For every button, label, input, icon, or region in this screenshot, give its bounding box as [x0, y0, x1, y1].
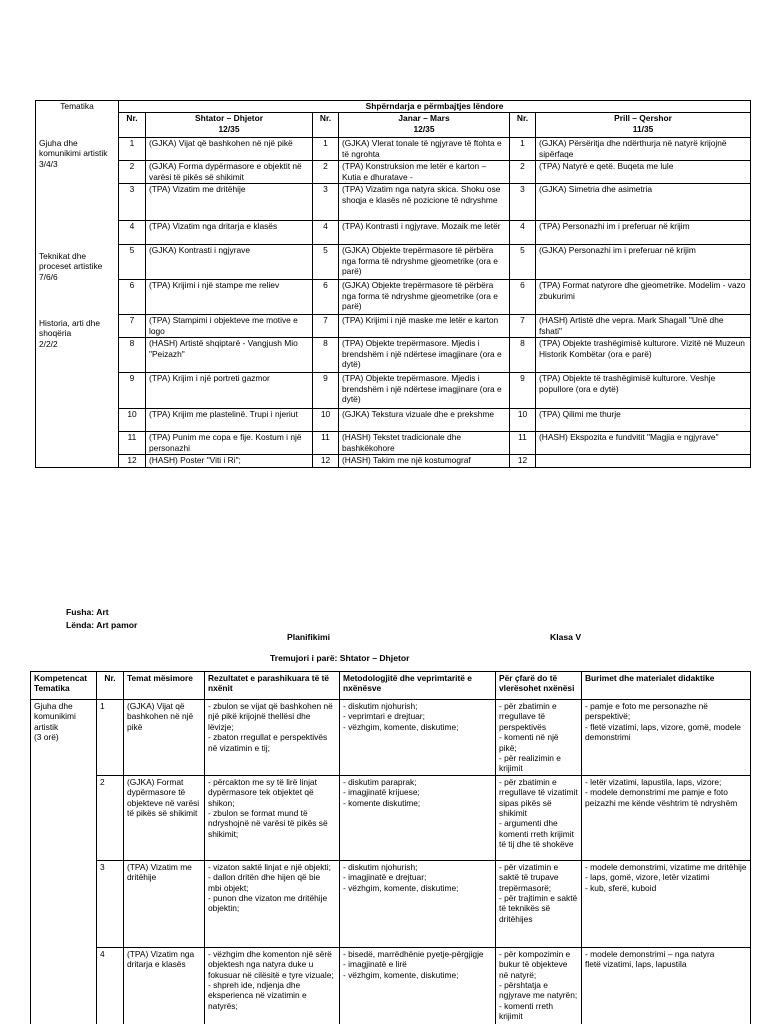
assessment-item: - për vizatimin e saktë të trupave trepërmasorë; [499, 861, 559, 893]
lesson-topic: (TPA) Stampimi i objekteve me motive e logo [146, 315, 313, 338]
expected-results-item: - vëzhgim dhe komenton një sërë objektesh nga natyra duke u fokusuar në cilësitë e tyre vizuale; [208, 948, 334, 980]
expected-results-cell [205, 947, 340, 1024]
methodologies-item: - diskutim paraprak; [343, 776, 417, 787]
methodologies-item: - vëzhgim, komente, diskutime; [343, 721, 459, 732]
lesson-number: 9 [510, 373, 536, 409]
lesson-topic: (TPA) Konstruksion me letër e karton – Kutia e dhuratave - [339, 161, 510, 184]
lesson-topic: (TPA) Kontrasti i ngjyrave. Mozaik me letër [339, 221, 510, 245]
resources-cell [582, 860, 751, 947]
resources-item: - kub, sferë, kuboid [585, 882, 657, 893]
nr-header: Nr. [510, 113, 536, 138]
nr-header: Nr. [97, 672, 124, 700]
resources-item: - modele demonstrimi – nga natyra [585, 948, 715, 959]
expected-results-cell [205, 775, 340, 860]
distribution-row [36, 373, 751, 409]
expected-results-cell [205, 700, 340, 776]
methodologies-cell [340, 947, 496, 1024]
distribution-row [36, 409, 751, 432]
lesson-number: 1 [313, 138, 339, 161]
lesson-number: 3 [97, 860, 124, 947]
lesson-number: 5 [119, 245, 146, 280]
assessment-cell [496, 947, 582, 1024]
lesson-topic [536, 455, 751, 468]
lesson-number: 5 [510, 245, 536, 280]
distribution-row [36, 221, 751, 245]
lesson-number: 11 [510, 432, 536, 455]
tematika-name: Gjuha dhe komunikimi artistik [39, 137, 108, 159]
resources-item: - modele demonstrimi me pamje e foto peizazhi me kënde vështrim të ndryshëm [585, 787, 738, 808]
lesson-topic: (TPA) Qilimi me thurje [536, 409, 751, 432]
competence-name: Gjuha dhe komunikimi artistik [34, 701, 76, 732]
topic-header: Temat mësimore [124, 672, 205, 700]
planning-title: Planifikimi [287, 632, 330, 642]
lesson-number: 1 [97, 700, 124, 776]
lesson-number: 12 [313, 455, 339, 468]
methodologies-item: - diskutim njohurish; [343, 861, 418, 872]
resources-item: - fletë vizatimi, laps, vizore, gomë, modele demonstrimi [585, 721, 741, 743]
assessment-item: - për realizimin e krijimit [499, 753, 561, 774]
lesson-topic: (TPA) Krijimi i një maske me letër e karton [339, 315, 510, 338]
tematika-hours: 2/2/2 [39, 338, 58, 349]
lesson-topic: (TPA) Krijim me plastelinë. Trupi i njeriut [146, 409, 313, 432]
expected-results-item: - zbaton rregullat e perspektivës në vizatimin e tij; [208, 732, 328, 753]
lesson-topic: (TPA) Punim me copa e fije. Kostum i një personazhi [146, 432, 313, 455]
resources-item: - letër vizatimi, lapustila, laps, vizore; [585, 776, 722, 787]
nr-header: Nr. [313, 113, 339, 138]
methodologies-cell [340, 775, 496, 860]
period-header: Janar – Mars 12/35 [339, 113, 510, 138]
subject-label: Lënda: Art pamor [66, 620, 138, 630]
methodologies-item: - vëzhgim, komente, diskutime; [343, 969, 459, 980]
assessment-item: - për zbatimin e rregullave të perspektivës [499, 701, 557, 732]
assessment-cell [496, 700, 582, 776]
methodologies-item: - imagjinatë e drejtuar; [343, 872, 427, 883]
expected-results-item: - përcakton me sy të lirë linjat dypërmasore tek objektet që shikon; [208, 776, 317, 808]
methodologies-item: - imagjinatë krijuese; [343, 787, 420, 798]
planning-table [30, 671, 751, 1024]
tematika-group [36, 137, 119, 169]
lesson-number: 6 [313, 280, 339, 315]
expected-results-cell [205, 860, 340, 947]
distribution-row [36, 138, 751, 161]
lesson-number: 10 [119, 409, 146, 432]
lesson-topic: (TPA) Krijimi i një stampe me reliev [146, 280, 313, 315]
methodologies-item: - komente diskutime; [343, 797, 421, 808]
lesson-number: 4 [313, 221, 339, 245]
lesson-number: 10 [313, 409, 339, 432]
lesson-topic: (TPA) Objekte trepërmasore. Mjedis i brendshëm i një ndërtese imagjinare (ora e dytë) [339, 338, 510, 373]
planning-row [31, 947, 751, 1024]
lesson-topic: (GJKA) Forma dypërmasore e objektit në varësi të pikës së shikimit [146, 161, 313, 184]
lesson-number: 1 [510, 138, 536, 161]
resources-item: fletë vizatimi, laps, lapustila [585, 959, 687, 970]
expected-results-item: - zbulon se vijat që bashkohen në një pikë krijojnë thellësi dhe lëvizje; [208, 701, 333, 732]
lesson-number: 8 [313, 338, 339, 373]
assessment-item: - përshtatja e ngjyrave me natyrën; [499, 980, 578, 1001]
lesson-topic: (TPA) Natyrë e qetë. Buqeta me lule [536, 161, 751, 184]
lesson-number: 2 [510, 161, 536, 184]
lesson-number: 5 [313, 245, 339, 280]
lesson-number: 9 [313, 373, 339, 409]
resources-cell [582, 947, 751, 1024]
assessment-item: - komenti rreth krijimit [499, 1000, 553, 1022]
lesson-number: 3 [313, 184, 339, 221]
resources-item: - pamje e foto me personazhe në perspektivë; [585, 701, 708, 722]
resources-item: - laps, gomë, vizore, letër vizatimi [585, 872, 710, 883]
period-header: Prill – Qershor 11/35 [536, 113, 751, 138]
planning-row [31, 860, 751, 947]
lesson-topic: (TPA) Vizatim me dritëhije [124, 860, 205, 947]
lesson-number: 9 [119, 373, 146, 409]
assessment-cell [496, 860, 582, 947]
lesson-topic: (GJKA) Simetria dhe asimetria [536, 184, 751, 221]
class-label: Klasa V [550, 632, 582, 642]
lesson-topic: (GJKA) Format dypërmasore të objekteve në varësi të pikës së shikimit [124, 775, 205, 860]
lesson-number: 12 [510, 455, 536, 468]
tematika-hours: 3/4/3 [39, 158, 58, 169]
assessment-item: - për zbatimin e rregullave të vizatimit sipas pikës së shikimit [499, 776, 578, 819]
distribution-row [36, 184, 751, 221]
lesson-number: 3 [119, 184, 146, 221]
methodologies-cell [340, 700, 496, 776]
distribution-row [36, 245, 751, 280]
assessment-header: Për çfarë do të vlerësohet nxënësi [496, 672, 582, 700]
methodologies-item: - imagjinatë e lirë [343, 959, 407, 970]
lesson-topic: (TPA) Krijim i një portreti gazmor [146, 373, 313, 409]
lesson-topic: (TPA) Vizatim nga dritarja e klasës [146, 221, 313, 245]
lesson-topic: (GJKA) Vlerat tonale të ngjyrave të ftohta e të ngrohta [339, 138, 510, 161]
term-title: Tremujori i parë: Shtator – Dhjetor [270, 653, 410, 663]
competence-cell [31, 700, 97, 1024]
lesson-topic: (GJKA) Tekstura vizuale dhe e prekshme [339, 409, 510, 432]
competence-header: Kompetencat Tematika [31, 672, 97, 700]
lesson-number: 6 [119, 280, 146, 315]
lesson-topic: (GJKA) Përsëritja dhe ndërthurja në natyrë krijojnë sipërfaqe [536, 138, 751, 161]
lesson-number: 7 [510, 315, 536, 338]
lesson-topic: (HASH) Takim me një kostumograf [339, 455, 510, 468]
lesson-number: 2 [119, 161, 146, 184]
lesson-number: 4 [97, 947, 124, 1024]
lesson-topic: (HASH) Tekstet tradicionale dhe bashkëkohore [339, 432, 510, 455]
lesson-number: 8 [119, 338, 146, 373]
assessment-item: - për trajtimin e saktë të teknikës së dritëhijes [499, 893, 578, 924]
methodologies-item: - bisedë, marrëdhënie pyetje-përgjigje [343, 948, 484, 959]
methodologies-item: - vëzhgim, komente, diskutime; [343, 882, 459, 893]
lesson-topic: (TPA) Objekte trashëgimisë kulturore. Vizitë në Muzeun Historik Kombëtar (ora e parë) [536, 338, 751, 373]
tematika-group [36, 315, 119, 349]
lesson-topic: (TPA) Objekte të trashëgimisë kulturore. Veshje popullore (ora e dytë) [536, 373, 751, 409]
lesson-topic: (GJKA) Vijat që bashkohen në një pikë [146, 138, 313, 161]
lesson-topic: (GJKA) Objekte trepërmasore të përbëra nga forma të ndryshme gjeometrike (ora e parë) [339, 280, 510, 315]
resources-header: Burimet dhe materialet didaktike [582, 672, 751, 700]
methodologies-item: - veprimtari e drejtuar; [343, 711, 425, 722]
lesson-number: 7 [119, 315, 146, 338]
lesson-topic: (TPA) Format natyrore dhe gjeometrike. Modelim - vazo zbukurimi [536, 280, 751, 315]
lesson-number: 10 [510, 409, 536, 432]
assessment-item: - për kompozimin e bukur të objekteve në natyrë; [499, 948, 571, 980]
expected-results-item: - punon dhe vizaton me dritëhije objektin; [208, 893, 328, 914]
lesson-number: 2 [97, 775, 124, 860]
tematika-name: Historia, arti dhe shoqëria [39, 317, 100, 339]
resources-cell [582, 775, 751, 860]
expected-results-item: - dallon dritën dhe hijen që bie mbi objekt; [208, 872, 321, 893]
distribution-row [36, 432, 751, 455]
expected-results-item: - shpreh ide, ndjenja dhe eksperienca në vizatimin e natyrës; [208, 980, 307, 1011]
tematika-name: Teknikat dhe proceset artistike [39, 250, 103, 272]
lesson-number: 4 [119, 221, 146, 245]
distribution-row [36, 280, 751, 315]
assessment-item: - argumenti dhe komenti rreth krijimit të tij dhe të shokëve [499, 818, 574, 850]
methodologies-item: - diskutim njohurish; [343, 701, 418, 711]
lesson-topic: (TPA) Personazhi im i preferuar në krijim [536, 221, 751, 245]
period-header: Shtator – Dhjetor 12/35 [146, 113, 313, 138]
lesson-number: 8 [510, 338, 536, 373]
expected-results-item: - vizaton saktë linjat e një objekti; [208, 861, 331, 872]
lesson-topic: (HASH) Artistë dhe vepra. Mark Shagall "Unë dhe fshati" [536, 315, 751, 338]
tematika-header: Tematika [36, 101, 119, 113]
lesson-number: 2 [313, 161, 339, 184]
lesson-topic: (HASH) Ekspozita e fundvitit "Magjia e ngjyrave" [536, 432, 751, 455]
lesson-number: 1 [119, 138, 146, 161]
lesson-number: 7 [313, 315, 339, 338]
methods-header: Metodologjitë dhe veprimtaritë e nxënësve [340, 672, 496, 700]
competence-hours: (3 orë) [34, 732, 59, 743]
distribution-row [36, 338, 751, 373]
lesson-number: 6 [510, 280, 536, 315]
assessment-item: - komenti në një pikë; [499, 732, 559, 753]
lesson-number: 12 [119, 455, 146, 468]
distribution-header: Shpërndarja e përmbajtjes lëndore [119, 101, 751, 113]
lesson-topic: (HASH) Poster "Viti i Ri"; [146, 455, 313, 468]
methodologies-cell [340, 860, 496, 947]
assessment-cell [496, 775, 582, 860]
planning-row [31, 775, 751, 860]
lesson-topic: (TPA) Vizatim nga natyra skica. Shoku ose shoqja e klasës në pozicione të ndryshme [339, 184, 510, 221]
nr-header: Nr. [119, 113, 146, 138]
planning-row [31, 700, 751, 776]
lesson-number: 11 [119, 432, 146, 455]
lesson-topic: (TPA) Vizatim nga dritarja e klasës [124, 947, 205, 1024]
lesson-topic: (TPA) Objekte trepërmasore. Mjedis i brendshëm i një ndërtese imagjinare (ora e dytë) [339, 373, 510, 409]
lesson-topic: (HASH) Artistë shqiptarë - Vangjush Mio "Peizazh" [146, 338, 313, 373]
lesson-topic: (GJKA) Kontrasti i ngjyrave [146, 245, 313, 280]
lesson-topic: (GJKA) Personazhi im i preferuar në krijim [536, 245, 751, 280]
lesson-number: 4 [510, 221, 536, 245]
tematika-group [36, 245, 119, 280]
lesson-number: 11 [313, 432, 339, 455]
resources-cell [582, 700, 751, 776]
expected-results-item: - zbulon se format mund të ndryshojnë në varësi të pikës së shikimit; [208, 808, 328, 839]
content-distribution-table [35, 100, 751, 468]
distribution-row [36, 455, 751, 468]
lesson-topic: (GJKA) Objekte trepërmasore të përbëra nga forma të ndryshme gjeometrike (ora e parë) [339, 245, 510, 280]
field-label: Fusha: Art [66, 607, 109, 617]
distribution-row [36, 161, 751, 184]
lesson-number: 3 [510, 184, 536, 221]
tematika-hours: 7/6/6 [39, 271, 58, 282]
lesson-topic: (GJKA) Vijat që bashkohen në një pikë [124, 700, 205, 776]
lesson-topic: (TPA) Vizatim me dritëhije [146, 184, 313, 221]
results-header: Rezultatet e parashikuara të të nxënit [205, 672, 340, 700]
distribution-row [36, 315, 751, 338]
resources-item: - modele demonstrimi, vizatime me dritëhije [585, 861, 747, 872]
